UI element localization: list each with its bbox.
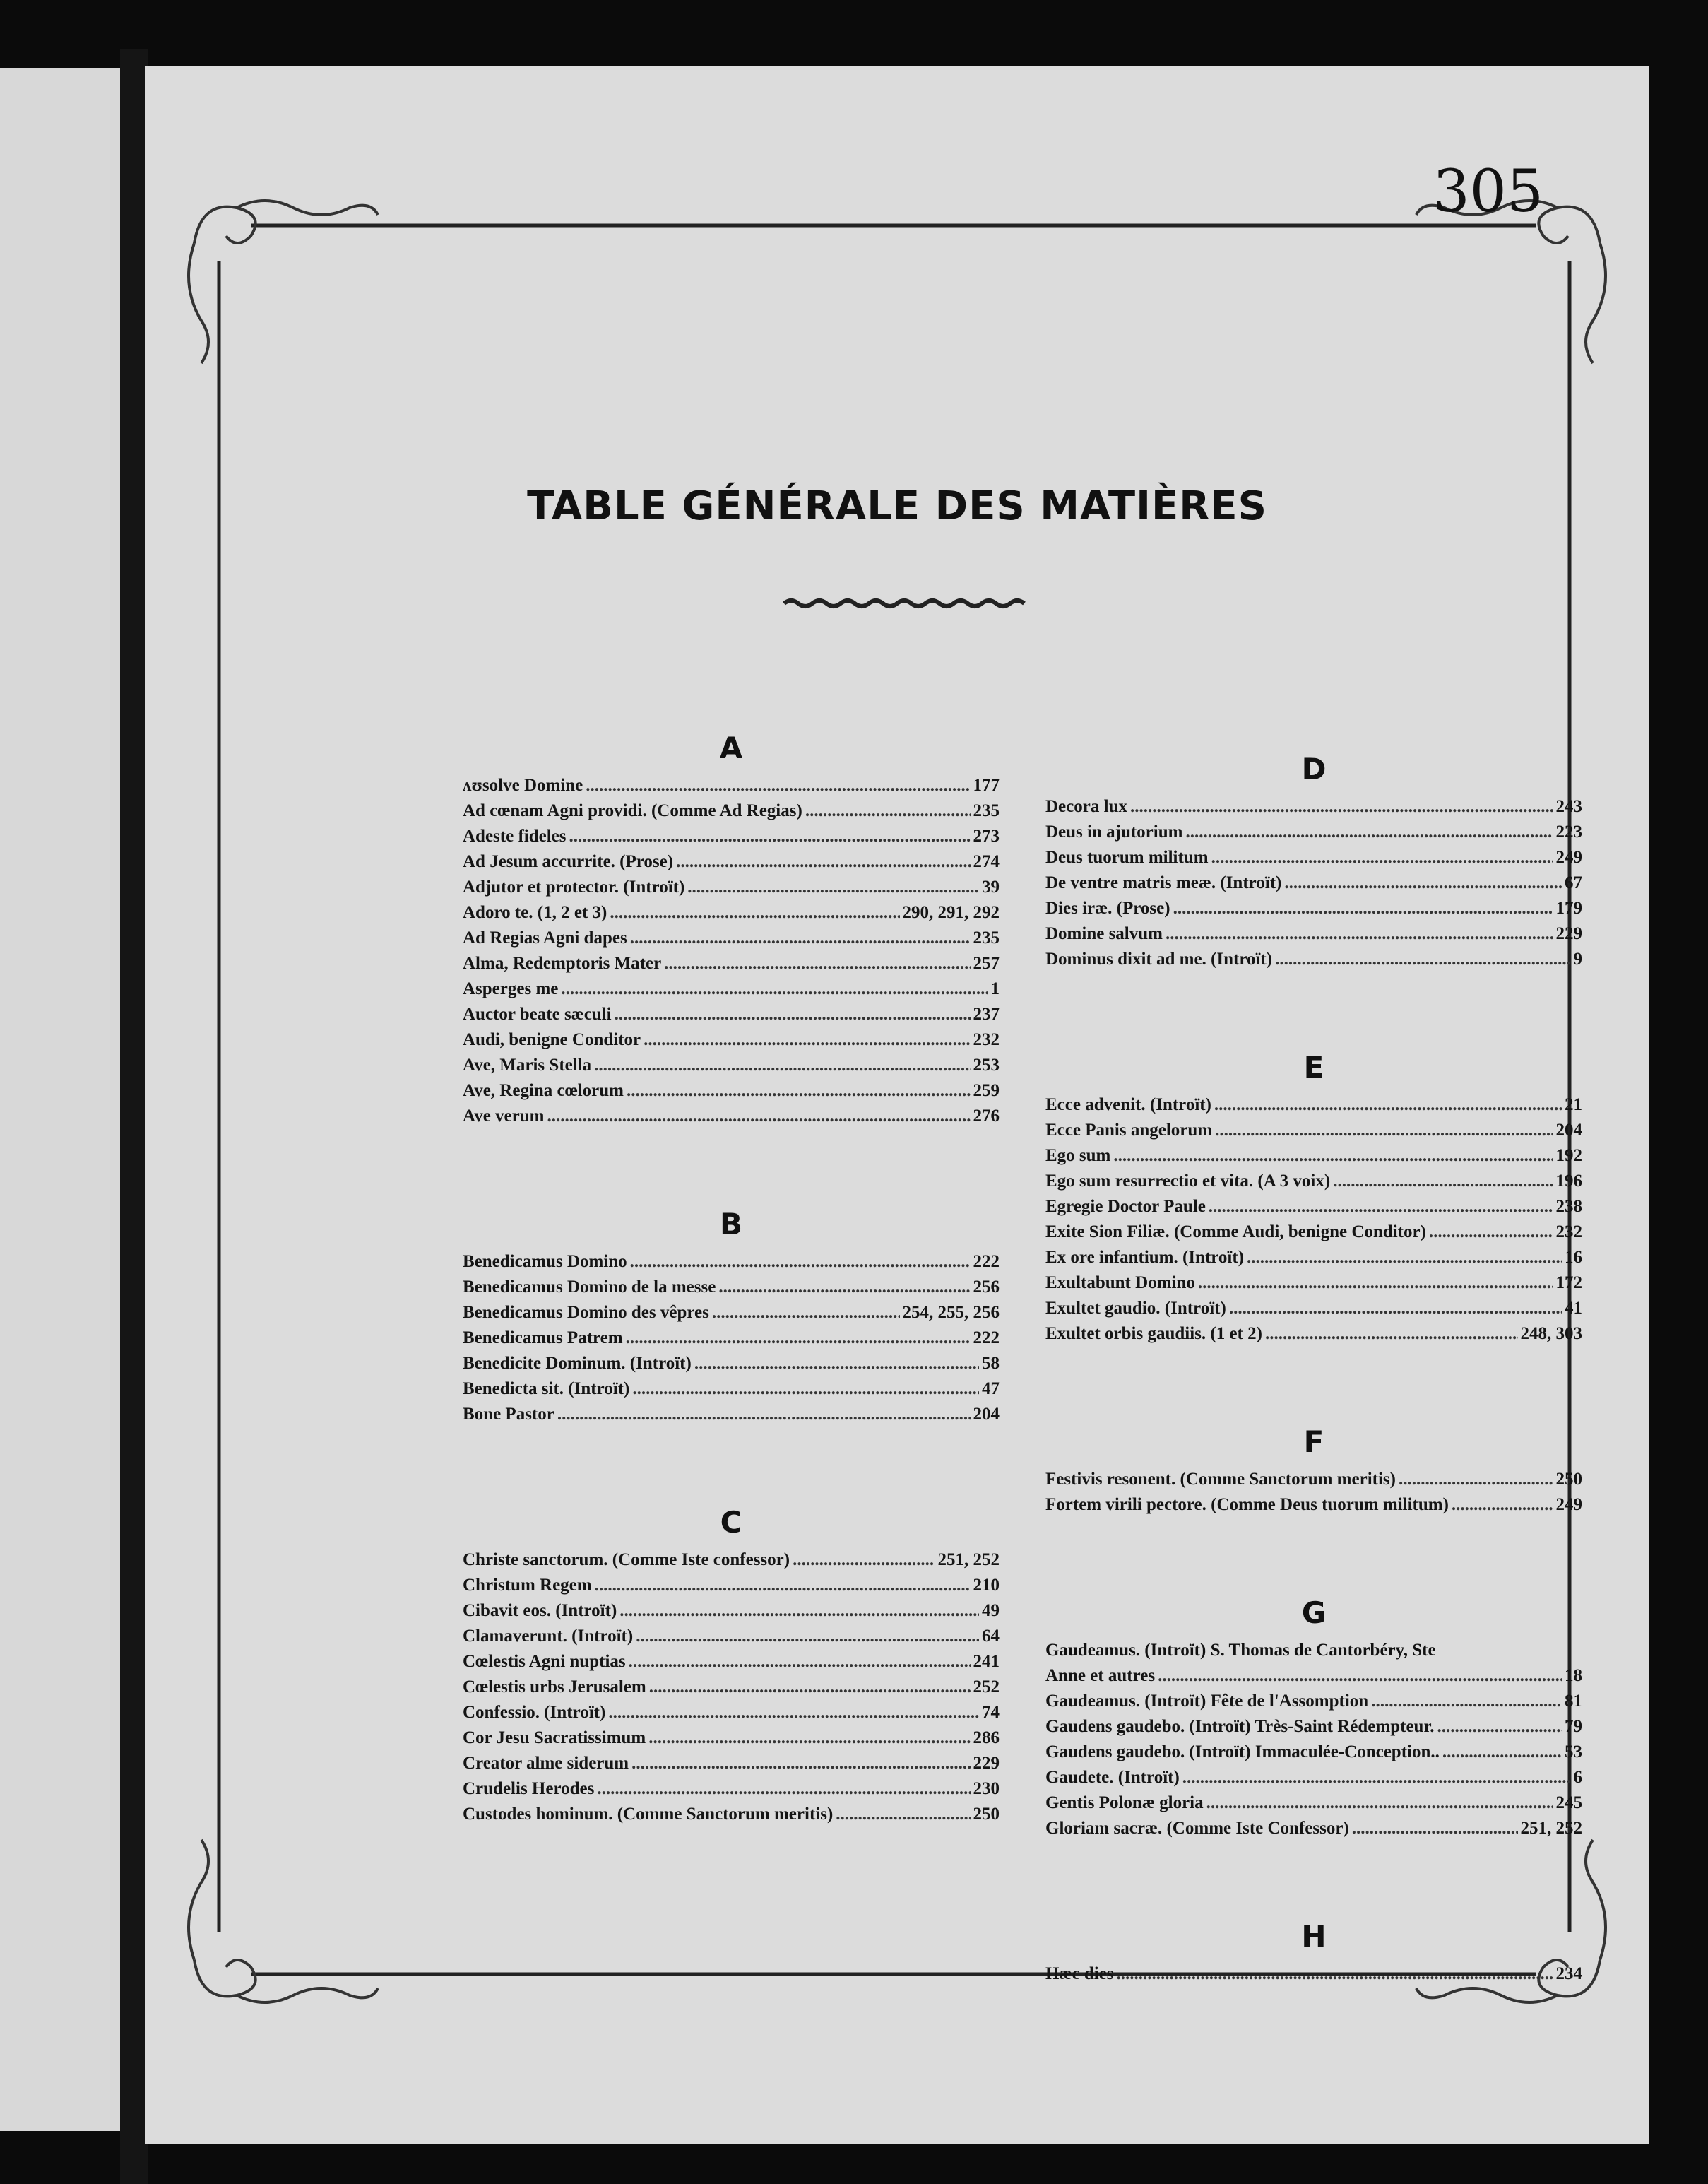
entry-label: Ecce Panis angelorum	[1045, 1121, 1213, 1140]
entry-label: Gentis Polonæ gloria	[1045, 1793, 1204, 1812]
entry-label: Christum Regem	[463, 1576, 592, 1595]
entry-page-number: 250	[973, 1805, 1000, 1824]
entry-label: Egregie Doctor Paule	[1045, 1197, 1206, 1216]
index-entry	[463, 1802, 1000, 1827]
index-entry	[1045, 1492, 1582, 1518]
entry-page-number: 252	[973, 1677, 1000, 1696]
entry-page-number: 223	[1555, 822, 1582, 842]
entry-page-number: 222	[973, 1328, 1000, 1347]
index-entry	[463, 1700, 1000, 1725]
entry-list	[1045, 1092, 1582, 1347]
index-column-left	[463, 724, 1000, 1898]
index-entry	[463, 1376, 1000, 1402]
entry-label: Dominus dixit ad me. (Introït)	[1045, 950, 1273, 969]
leader-dots	[805, 798, 971, 824]
entry-page-number: 41	[1565, 1299, 1582, 1318]
entry-page-number: 243	[1555, 797, 1582, 816]
entry-page-number: 276	[973, 1106, 1000, 1126]
index-entry	[1045, 1194, 1582, 1220]
index-entry	[1045, 1169, 1582, 1194]
entry-page-number: 67	[1565, 873, 1582, 892]
leader-dots	[1352, 1816, 1518, 1841]
section-g	[1045, 1588, 1582, 1841]
entry-page-number: 79	[1565, 1717, 1582, 1736]
index-entry	[463, 926, 1000, 951]
entry-label: De ventre matris meæ. (Introït)	[1045, 873, 1282, 892]
entry-list	[463, 1249, 1000, 1427]
index-entry	[1045, 1143, 1582, 1169]
entry-page-number: 64	[982, 1627, 1000, 1646]
index-entry	[463, 1078, 1000, 1104]
entry-label: Exultet orbis gaudiis. (1 et 2)	[1045, 1324, 1262, 1343]
leader-dots	[557, 1402, 971, 1427]
index-entry	[1045, 794, 1582, 820]
index-entry	[463, 976, 1000, 1002]
index-entry	[1045, 1321, 1582, 1347]
entry-label: Crudelis Herodes	[463, 1779, 595, 1798]
index-column-right	[1045, 745, 1582, 2058]
index-entry	[463, 849, 1000, 875]
index-entry	[1045, 1092, 1582, 1118]
leader-dots	[1247, 1245, 1562, 1270]
book-gutter	[120, 49, 148, 2184]
index-entry	[463, 1675, 1000, 1700]
index-entry	[463, 1649, 1000, 1675]
entry-page-number: 18	[1565, 1666, 1582, 1685]
leader-dots	[1371, 1689, 1562, 1714]
entry-page-number: 192	[1555, 1146, 1582, 1165]
index-entry	[463, 798, 1000, 824]
section-heading: C	[720, 1505, 742, 1540]
entry-list	[463, 1547, 1000, 1827]
entry-page-number: 251, 252	[1520, 1819, 1582, 1838]
leader-dots	[676, 849, 970, 875]
section-f	[1045, 1417, 1582, 1518]
entry-page-number: 241	[973, 1652, 1000, 1671]
entry-page-number: 234	[1555, 1964, 1582, 1983]
entry-label: Confessio. (Introït)	[463, 1703, 606, 1722]
entry-label: Benedicamus Domino	[463, 1252, 627, 1271]
section-h	[1045, 1912, 1582, 1987]
entry-label: Gaudens gaudebo. (Introït) Très-Saint Rédempteur.	[1045, 1717, 1435, 1736]
leader-dots	[1265, 1321, 1518, 1347]
leader-dots	[619, 1598, 979, 1624]
index-entry	[1045, 1961, 1582, 1987]
entry-page-number: 47	[982, 1379, 1000, 1398]
entry-label: Cor Jesu Sacratissimum	[463, 1728, 646, 1747]
entry-label: Adeste fideles	[463, 827, 567, 846]
entry-label: Exite Sion Filiæ. (Comme Audi, benigne Conditor)	[1045, 1222, 1426, 1241]
entry-label: Ave, Maris Stella	[463, 1056, 592, 1075]
entry-label: Bone Pastor	[463, 1405, 554, 1424]
entry-page-number: 257	[973, 954, 1000, 973]
leader-dots	[615, 1002, 971, 1027]
leader-dots	[1206, 1790, 1553, 1816]
leader-dots	[626, 1326, 971, 1351]
index-entry	[463, 1275, 1000, 1300]
entry-label: Benedicite Dominum. (Introït)	[463, 1354, 692, 1373]
leader-dots	[608, 1700, 979, 1725]
index-entry	[1045, 1467, 1582, 1492]
leader-dots	[610, 900, 899, 926]
entry-page-number: 6	[1573, 1768, 1582, 1787]
leader-dots	[644, 1027, 970, 1053]
entry-label: Custodes hominum. (Comme Sanctorum meritis)	[463, 1805, 834, 1824]
leader-dots	[631, 1751, 970, 1776]
leader-dots	[595, 1573, 971, 1598]
leader-dots	[1437, 1714, 1562, 1740]
entry-page-number: 204	[1555, 1121, 1582, 1140]
entry-label: Benedicamus Domino des vêpres	[463, 1303, 709, 1322]
leader-dots	[1284, 870, 1562, 896]
entry-page-number: 249	[1555, 1495, 1582, 1514]
leader-dots	[1130, 794, 1553, 820]
index-entry	[463, 1053, 1000, 1078]
entry-label: Ave verum	[463, 1106, 545, 1126]
leader-dots	[569, 824, 971, 849]
entry-list	[1045, 1961, 1582, 1987]
entry-label: Anne et autres	[1045, 1666, 1156, 1685]
section-heading: G	[1301, 1595, 1327, 1630]
entry-label: Fortem virili pectore. (Comme Deus tuorum militum)	[1045, 1495, 1449, 1514]
leader-dots	[586, 773, 970, 798]
leader-dots	[687, 875, 979, 900]
book-page	[145, 66, 1649, 2144]
leader-dots	[664, 951, 970, 976]
index-entry	[463, 1249, 1000, 1275]
index-entry	[1045, 1296, 1582, 1321]
entry-label: Deus tuorum militum	[1045, 848, 1209, 867]
index-entry	[1045, 921, 1582, 947]
entry-page-number: 273	[973, 827, 1000, 846]
index-entry	[1045, 1663, 1582, 1689]
section-heading: E	[1303, 1050, 1324, 1085]
section-b	[463, 1200, 1000, 1427]
index-entry	[463, 1547, 1000, 1573]
entry-label: Exultabunt Domino	[1045, 1273, 1195, 1292]
section-d	[1045, 745, 1582, 972]
entry-label: Auctor beate sæculi	[463, 1005, 612, 1024]
entry-label: Benedicamus Patrem	[463, 1328, 623, 1347]
entry-label: ʌʊsolve Domine	[463, 776, 583, 795]
entry-label: Cœlestis Agni nuptias	[463, 1652, 626, 1671]
leader-dots	[712, 1300, 900, 1326]
entry-page-number: 274	[973, 852, 1000, 871]
leader-dots	[627, 1078, 971, 1104]
entry-page-number: 251, 252	[937, 1550, 1000, 1569]
entry-label: Cœlestis urbs Jerusalem	[463, 1677, 646, 1696]
index-entry	[463, 1725, 1000, 1751]
entry-page-number: 58	[982, 1354, 1000, 1373]
entry-page-number: 16	[1565, 1248, 1582, 1267]
entry-label: Ad Jesum accurrite. (Prose)	[463, 852, 674, 871]
index-entry	[463, 1573, 1000, 1598]
entry-label: Creator alme siderum	[463, 1754, 629, 1773]
leader-dots	[1333, 1169, 1553, 1194]
index-entry	[1045, 896, 1582, 921]
facing-page-edge	[0, 68, 120, 2131]
leader-dots	[1173, 896, 1553, 921]
index-entry	[1045, 1689, 1582, 1714]
entry-page-number: 229	[1555, 924, 1582, 943]
leader-dots	[718, 1275, 970, 1300]
section-c	[463, 1498, 1000, 1827]
title-rule	[784, 601, 1024, 606]
section-a	[463, 724, 1000, 1129]
leader-dots	[1158, 1663, 1562, 1689]
entry-label: Ad cœnam Agni providi. (Comme Ad Regias)	[463, 801, 802, 820]
leader-dots	[1214, 1092, 1562, 1118]
entry-label: Ave, Regina cœlorum	[463, 1081, 624, 1100]
index-entry	[1045, 1714, 1582, 1740]
entry-label: Festivis resonent. (Comme Sanctorum meritis)	[1045, 1470, 1396, 1489]
entry-page-number: 230	[973, 1779, 1000, 1798]
entry-page-number: 204	[973, 1405, 1000, 1424]
index-entry	[463, 900, 1000, 926]
entry-page-number: 290, 291, 292	[902, 903, 1000, 922]
entry-page-number: 254, 255, 256	[902, 1303, 1000, 1322]
index-entry	[463, 1598, 1000, 1624]
index-entry	[463, 951, 1000, 976]
index-entry	[1045, 1790, 1582, 1816]
section-heading: F	[1303, 1424, 1324, 1459]
entry-page-number: 232	[973, 1030, 1000, 1049]
index-entry	[463, 824, 1000, 849]
index-entry	[1045, 1118, 1582, 1143]
leader-dots	[1275, 947, 1570, 972]
leader-dots	[1399, 1467, 1553, 1492]
entry-page-number: 253	[973, 1056, 1000, 1075]
index-entry	[1045, 1245, 1582, 1270]
entry-label: Gaudete. (Introït)	[1045, 1768, 1180, 1787]
index-entry	[463, 1104, 1000, 1129]
entry-page-number: 237	[973, 1005, 1000, 1024]
index-entry	[463, 773, 1000, 798]
leader-dots	[648, 1725, 970, 1751]
entry-label: Gloriam sacræ. (Comme Iste Confessor)	[1045, 1819, 1349, 1838]
leader-dots	[1429, 1220, 1553, 1245]
entry-label: Dies iræ. (Prose)	[1045, 899, 1170, 918]
entry-label: Deus in ajutorium	[1045, 822, 1183, 842]
entry-list	[1045, 794, 1582, 972]
leader-dots	[1166, 921, 1553, 947]
entry-label: Ecce advenit. (Introït)	[1045, 1095, 1211, 1114]
leader-dots	[629, 1649, 971, 1675]
entry-page-number: 81	[1565, 1692, 1582, 1711]
index-entry	[1045, 947, 1582, 972]
entry-label: Adjutor et protector. (Introït)	[463, 878, 685, 897]
entry-label: Ad Regias Agni dapes	[463, 928, 627, 948]
index-entry	[1045, 1765, 1582, 1790]
entry-page-number: 39	[982, 878, 1000, 897]
index-entry	[463, 1326, 1000, 1351]
leader-dots	[1117, 1961, 1553, 1987]
entry-page-number: 222	[973, 1252, 1000, 1271]
page-number: 305	[1433, 158, 1543, 225]
entry-label: Decora lux	[1045, 797, 1127, 816]
leader-dots	[597, 1776, 970, 1802]
index-entry	[1045, 1740, 1582, 1765]
index-entry	[1045, 1816, 1582, 1841]
index-entry	[463, 1776, 1000, 1802]
entry-page-number: 249	[1555, 848, 1582, 867]
index-entry	[1045, 845, 1582, 870]
entry-page-number: 286	[973, 1728, 1000, 1747]
leader-dots	[649, 1675, 971, 1700]
entry-page-number: 49	[982, 1601, 1000, 1620]
entry-label: Ex ore infantium. (Introït)	[1045, 1248, 1245, 1267]
entry-page-number: 245	[1555, 1793, 1582, 1812]
entry-page-number: 235	[973, 801, 1000, 820]
entry-page-number: 259	[973, 1081, 1000, 1100]
index-entry	[463, 1624, 1000, 1649]
entry-page-number: 250	[1555, 1470, 1582, 1489]
entry-list	[1045, 1467, 1582, 1518]
leader-dots	[561, 976, 988, 1002]
leader-dots	[1113, 1143, 1553, 1169]
entry-label: Clamaverunt. (Introït)	[463, 1627, 634, 1646]
leader-dots	[793, 1547, 935, 1573]
entry-page-number: 53	[1565, 1742, 1582, 1761]
entry-page-number: 177	[973, 776, 1000, 795]
index-entry	[463, 1351, 1000, 1376]
entry-page-number: 235	[973, 928, 1000, 948]
section-heading: A	[719, 731, 743, 765]
leader-dots	[1198, 1270, 1553, 1296]
leader-dots	[630, 1249, 971, 1275]
leader-dots	[1452, 1492, 1553, 1518]
entry-page-number: 232	[1555, 1222, 1582, 1241]
leader-dots	[547, 1104, 970, 1129]
leader-dots	[694, 1351, 979, 1376]
entry-page-number: 210	[973, 1576, 1000, 1595]
entry-page-number: 172	[1555, 1273, 1582, 1292]
entry-label: Audi, benigne Conditor	[463, 1030, 641, 1049]
leader-dots	[1209, 1194, 1553, 1220]
entry-label: Benedicamus Domino de la messe	[463, 1277, 716, 1297]
scan-border	[1649, 0, 1708, 2184]
entry-label: Benedicta sit. (Introït)	[463, 1379, 630, 1398]
entry-label: Exultet gaudio. (Introït)	[1045, 1299, 1226, 1318]
entry-label: Cibavit eos. (Introït)	[463, 1601, 617, 1620]
leader-dots	[636, 1624, 979, 1649]
entry-label: Hæc dies	[1045, 1964, 1114, 1983]
entry-label: Domine salvum	[1045, 924, 1163, 943]
entry-list	[1045, 1638, 1582, 1841]
leader-dots	[1229, 1296, 1562, 1321]
entry-label: Asperges me	[463, 979, 559, 998]
entry-page-number: 21	[1565, 1095, 1582, 1114]
section-heading: D	[1301, 752, 1327, 786]
index-entry	[1045, 1220, 1582, 1245]
section-e	[1045, 1043, 1582, 1347]
index-entry	[463, 1027, 1000, 1053]
index-entry	[463, 1300, 1000, 1326]
entry-label: Gaudens gaudebo. (Introït) Immaculée-Conception..	[1045, 1742, 1440, 1761]
index-entry	[463, 1002, 1000, 1027]
leader-dots	[632, 1376, 979, 1402]
index-entry	[1045, 870, 1582, 896]
entry-page-number: 1	[990, 979, 1000, 998]
entry-page-number: 238	[1555, 1197, 1582, 1216]
leader-dots	[630, 926, 971, 951]
leader-dots	[1442, 1740, 1562, 1765]
entry-page-number: 179	[1555, 899, 1582, 918]
leader-dots	[1211, 845, 1553, 870]
index-entry	[463, 1751, 1000, 1776]
entry-page-number: 196	[1555, 1171, 1582, 1191]
entry-label: Ego sum resurrectio et vita. (A 3 voix)	[1045, 1171, 1331, 1191]
entry-page-number: 9	[1573, 950, 1582, 969]
entry-label: Ego sum	[1045, 1146, 1111, 1165]
entry-list	[463, 773, 1000, 1129]
entry-page-number: 229	[973, 1754, 1000, 1773]
page-title: TABLE GÉNÉRALE DES MATIÈRES	[527, 483, 1267, 529]
entry-label: Adoro te. (1, 2 et 3)	[463, 903, 607, 922]
leader-dots	[836, 1802, 970, 1827]
leader-dots	[1182, 1765, 1571, 1790]
entry-first-line: Gaudeamus. (Introït) S. Thomas de Cantorbéry, Ste	[1045, 1641, 1436, 1660]
index-entry	[463, 875, 1000, 900]
entry-label: Christe sanctorum. (Comme Iste confessor)	[463, 1550, 790, 1569]
section-heading: H	[1301, 1919, 1327, 1954]
entry-page-number: 256	[973, 1277, 1000, 1297]
entry-label: Gaudeamus. (Introït) Fête de l'Assomption	[1045, 1692, 1369, 1711]
section-heading: B	[719, 1207, 742, 1241]
index-entry	[1045, 820, 1582, 845]
leader-dots	[1185, 820, 1553, 845]
leader-dots	[594, 1053, 970, 1078]
leader-dots	[1215, 1118, 1553, 1143]
index-entry	[1045, 1270, 1582, 1296]
entry-page-number: 74	[982, 1703, 1000, 1722]
entry-page-number: 248, 303	[1520, 1324, 1582, 1343]
entry-label: Alma, Redemptoris Mater	[463, 954, 662, 973]
index-entry	[463, 1402, 1000, 1427]
